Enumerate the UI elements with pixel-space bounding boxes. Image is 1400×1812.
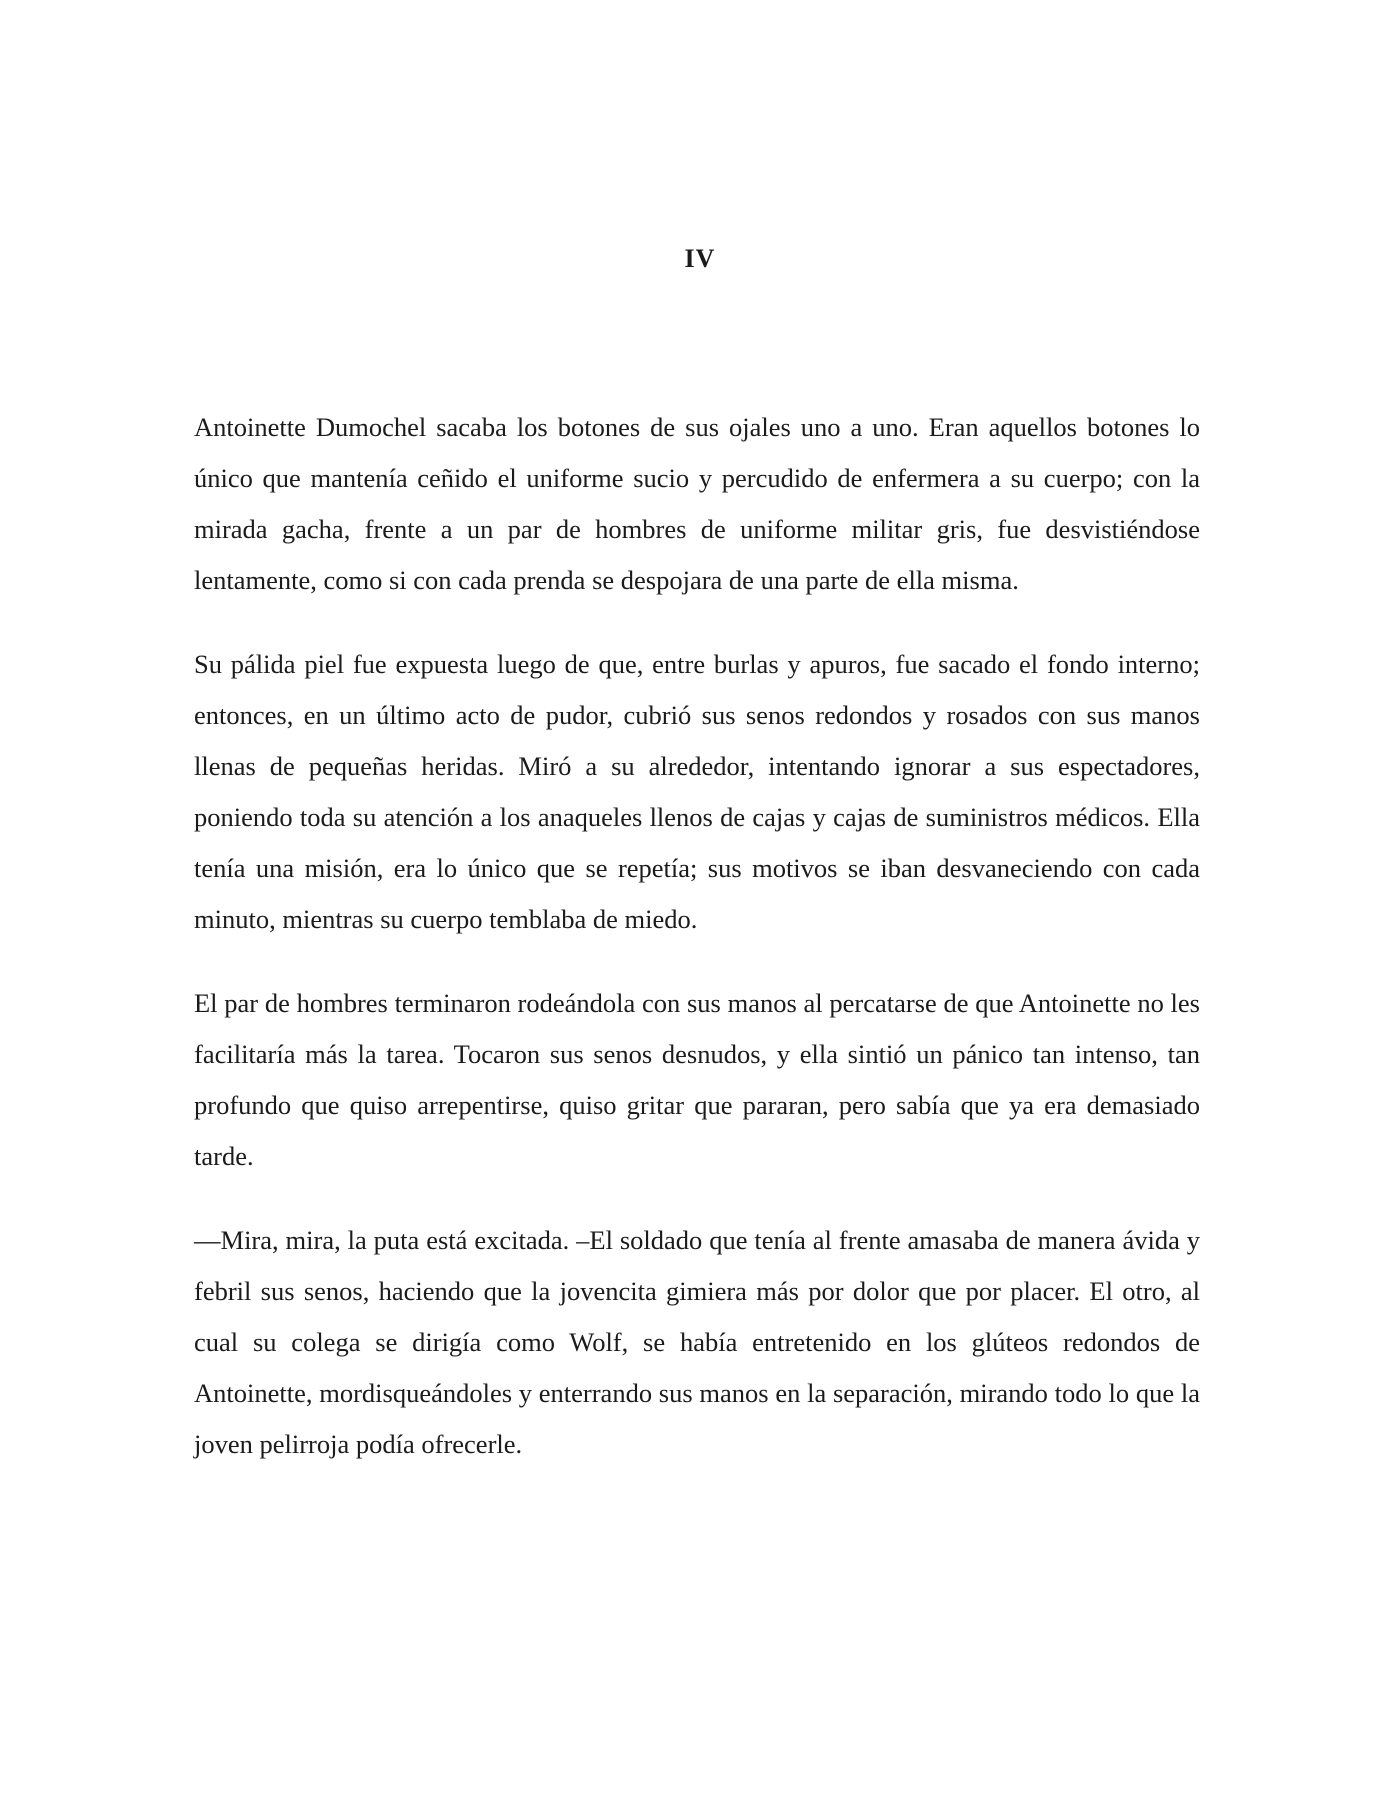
paragraph-2: Su pálida piel fue expuesta luego de que, entre burlas y apuros, fue sacado el fondo interno; entonces, en un último acto de pudor, cubrió sus senos redondos y rosados con sus manos llenas de pequeñas heridas. Miró a su alrededor, intentando ignorar a sus espectadores, poniendo toda su atención a los anaqueles llenos de cajas y cajas de suministros médicos. Ella tenía una misión, era lo único que se repetía; sus motivos se iban desvaneciendo con cada minuto, mientras su cuerpo temblaba de miedo. [194, 649, 1200, 934]
body-text [194, 402, 1200, 1503]
paragraph-3: El par de hombres terminaron rodeándola con sus manos al percatarse de que Antoinette no les facilitaría más la tarea. Tocaron sus senos desnudos, y ella sintió un pánico tan intenso, tan profundo que quiso arrepentirse, quiso gritar que pararan, pero sabía que ya era demasiado tarde. [194, 988, 1200, 1171]
paragraph-1: Antoinette Dumochel sacaba los botones de sus ojales uno a uno. Eran aquellos botones lo único que mantenía ceñido el uniforme sucio y percudido de enfermera a su cuerpo; con la mirada gacha, frente a un par de hombres de uniforme militar gris, fue desvistiéndose lentamente, como si con cada prenda se despojara de una parte de ella misma. [194, 412, 1200, 595]
chapter-heading: IV [684, 244, 716, 273]
paragraph-4: —Mira, mira, la puta está excitada. –El soldado que tenía al frente amasaba de manera ávida y febril sus senos, haciendo que la jovencita gimiera más por dolor que por placer. El otro, al cual su colega se dirigía como Wolf, se había entretenido en los glúteos redondos de Antoinette, mordisqueándoles y enterrando sus manos en la separación, mirando todo lo que la joven pelirroja podía ofrecerle. [194, 1225, 1200, 1459]
